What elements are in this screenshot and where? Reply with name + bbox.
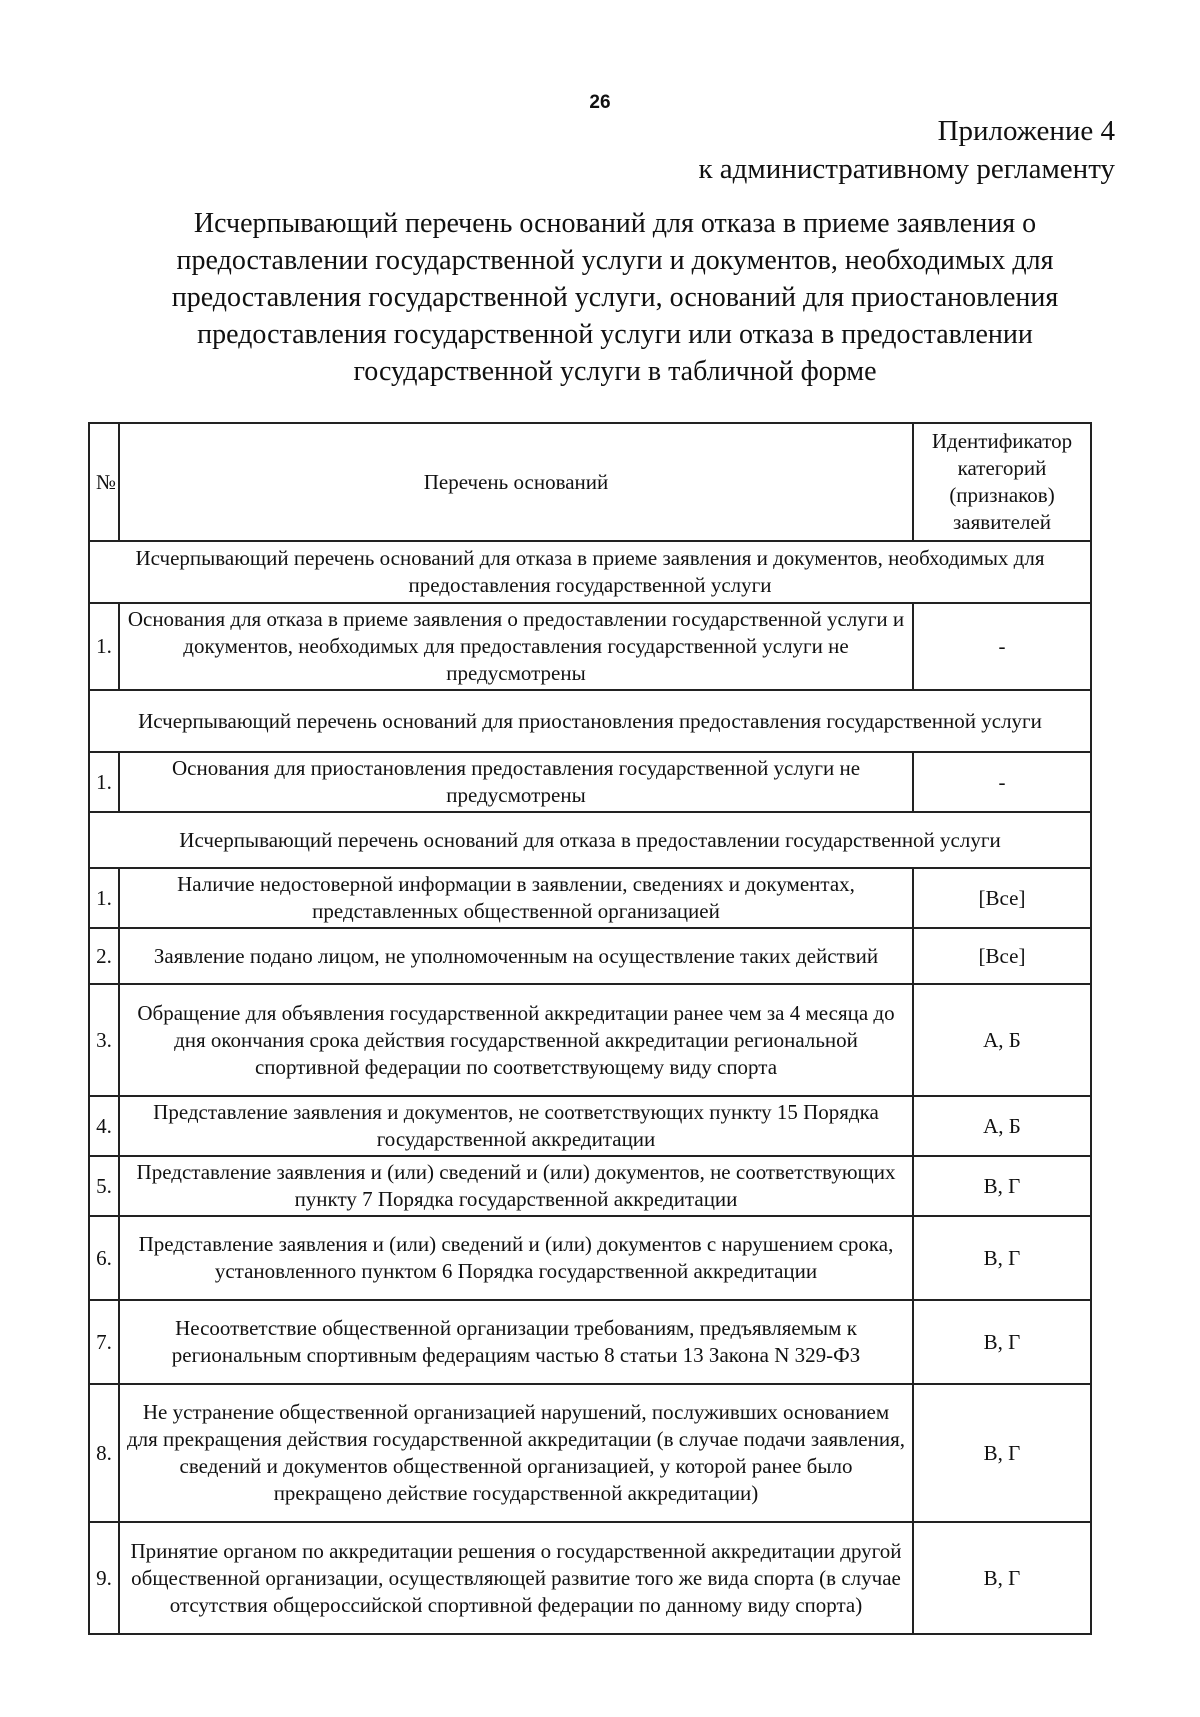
row-number: 7. [89, 1300, 119, 1384]
row-ground: Наличие недостоверной информации в заявлении, сведениях и документах, представленных общественной организацией [119, 868, 913, 928]
row-identifier: [Все] [913, 868, 1091, 928]
table-row [89, 928, 1091, 984]
table-row [89, 1522, 1091, 1634]
row-ground: Не устранение общественной организацией нарушений, послуживших основанием для прекращения действия государственной аккредитации (в случае подачи заявления, сведений и документов общественной организацией, у которой ранее было прекращено действие государственной аккредитации) [119, 1384, 913, 1522]
row-identifier: В, Г [913, 1156, 1091, 1216]
row-identifier: А, Б [913, 984, 1091, 1096]
section-title: Исчерпывающий перечень оснований для приостановления предоставления государственной услуги [89, 690, 1091, 752]
row-number: 1. [89, 752, 119, 812]
table-row [89, 1216, 1091, 1300]
row-identifier: В, Г [913, 1216, 1091, 1300]
row-ground: Представление заявления и документов, не соответствующих пункту 15 Порядка государственной аккредитации [119, 1096, 913, 1156]
row-number: 2. [89, 928, 119, 984]
row-identifier: - [913, 752, 1091, 812]
column-header-identifier: Идентификатор категорий (признаков) заявителей [913, 423, 1091, 541]
row-identifier: - [913, 603, 1091, 690]
column-header-grounds: Перечень оснований [119, 423, 913, 541]
row-ground: Обращение для объявления государственной аккредитации ранее чем за 4 месяца до дня окончания срока действия государственной аккредитации региональной спортивной федерации по соответствующему виду спорта [119, 984, 913, 1096]
row-ground: Представление заявления и (или) сведений и (или) документов, не соответствующих пункту 7 Порядка государственной аккредитации [119, 1156, 913, 1216]
row-identifier: [Все] [913, 928, 1091, 984]
section-row [89, 812, 1091, 868]
row-ground: Принятие органом по аккредитации решения о государственной аккредитации другой общественной организации, осуществляющей развитие того же вида спорта (в случае отсутствия общероссийской спортивной федерации по данному виду спорта) [119, 1522, 913, 1634]
row-number: 9. [89, 1522, 119, 1634]
appendix-title: Приложение 4 [937, 115, 1115, 147]
row-ground: Несоответствие общественной организации требованиям, предъявляемым к региональным спортивным федерациям частью 8 статьи 13 Закона N 329-ФЗ [119, 1300, 913, 1384]
row-number: 5. [89, 1156, 119, 1216]
row-number: 1. [89, 868, 119, 928]
row-identifier: В, Г [913, 1384, 1091, 1522]
appendix-header [698, 112, 1115, 188]
row-identifier: В, Г [913, 1300, 1091, 1384]
section-title: Исчерпывающий перечень оснований для отказа в предоставлении государственной услуги [89, 812, 1091, 868]
appendix-subtitle: к административному регламенту [698, 153, 1115, 185]
table-row [89, 1096, 1091, 1156]
table-header-row [89, 423, 1091, 541]
document-title: Исчерпывающий перечень оснований для отказа в приеме заявления о предоставлении государственной услуги и документов, необходимых для предоставления государственной услуги, оснований для приостановления предоставления государственной услуги или отказа в предоставлении государственной услуги в табличной форме [171, 208, 1059, 387]
section-title: Исчерпывающий перечень оснований для отказа в приеме заявления и документов, необходимых для предоставления государственной услуги [89, 541, 1091, 603]
row-number: 3. [89, 984, 119, 1096]
row-identifier: А, Б [913, 1096, 1091, 1156]
row-ground: Заявление подано лицом, не уполномоченным на осуществление таких действий [119, 928, 913, 984]
section-row [89, 690, 1091, 752]
table-row [89, 984, 1091, 1096]
grounds-table [88, 422, 1092, 1635]
table-row [89, 752, 1091, 812]
table-row [89, 868, 1091, 928]
row-identifier: В, Г [913, 1522, 1091, 1634]
row-ground: Основания для отказа в приеме заявления о предоставлении государственной услуги и документов, необходимых для предоставления государственной услуги не предусмотрены [119, 603, 913, 690]
row-number: 6. [89, 1216, 119, 1300]
section-row [89, 541, 1091, 603]
row-number: 1. [89, 603, 119, 690]
row-ground: Представление заявления и (или) сведений и (или) документов с нарушением срока, установленного пунктом 6 Порядка государственной аккредитации [119, 1216, 913, 1300]
page-number: 26 [589, 92, 611, 113]
table-row [89, 1300, 1091, 1384]
table-row [89, 603, 1091, 690]
row-ground: Основания для приостановления предоставления государственной услуги не предусмотрены [119, 752, 913, 812]
table-row [89, 1156, 1091, 1216]
column-header-number: № [89, 423, 119, 541]
row-number: 8. [89, 1384, 119, 1522]
row-number: 4. [89, 1096, 119, 1156]
table-row [89, 1384, 1091, 1522]
